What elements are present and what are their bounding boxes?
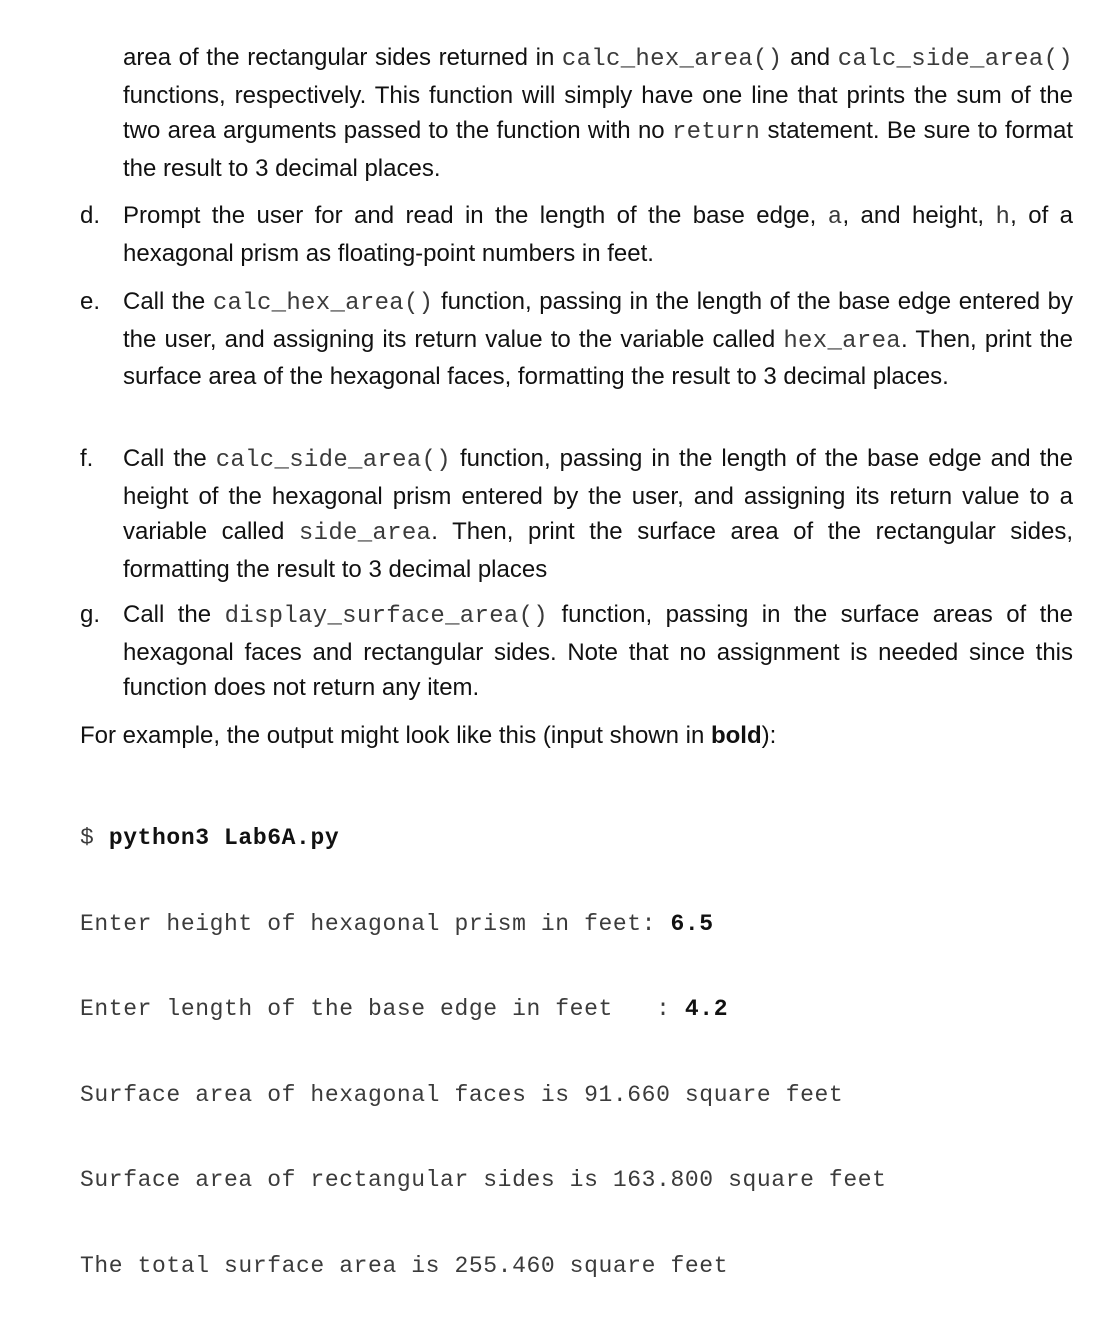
code-calc-side-area: calc_side_area() [837,46,1073,73]
paragraph-c-continuation: area of the rectangular sides returned in calc_hex_area() and calc_side_area() functions, respectively. This function will simply have one line that prints the sum of the two area arguments passed to the function with no return statement. Be sure to format the result to 3 decimal places. [123,44,1073,182]
console-command: python3 Lab6A.py [108,825,340,851]
code-side-area: side_area [298,520,432,547]
code-display-surface-area: display_surface_area() [224,603,549,630]
item-d-marker: d. [80,202,101,229]
code-a: a [827,204,843,231]
console-input-edge: 4.2 [684,996,729,1022]
console-line-edge: Enter length of the base edge in feet : 4.2 [80,996,729,1022]
code-hex-area: hex_area [783,327,901,355]
code-calc-hex-area-call: calc_hex_area() [212,290,434,317]
code-calc-side-area-call: calc_side_area() [215,447,451,474]
example-intro: For example, the output might look like this (input shown in bold): [80,722,777,749]
console-line-hex-area: Surface area of hexagonal faces is 91.660 square feet [80,1081,844,1108]
item-g-text: Call the display_surface_area() function, passing in the surface areas of the hexagonal faces and rectangular sides. Note that no assignment is needed since this function does not return any item. [123,601,1074,701]
console-line-side-area: Surface area of rectangular sides is 163.800 square feet [80,1167,887,1193]
item-f-text: Call the calc_side_area() function, passing in the length of the base edge and the height of the hexagonal prism entered by the user, and assigning its return value to a variable called side_area. Then, print the surface area of the rectangular sides, formatting the result to 3 decimal places [123,445,1073,583]
console-command-line: $ python3 Lab6A.py [80,825,340,851]
code-h: h [995,204,1011,231]
code-return: return [671,119,761,146]
item-g-marker: g. [80,601,101,628]
console-line-total-area: The total surface area is 255.460 square feet [80,1252,729,1279]
item-d-text: Prompt the user for and read in the length of the base edge, a, and height, h, of a hexagonal prism as floating-point numbers in feet. [123,202,1073,267]
code-calc-hex-area: calc_hex_area() [561,46,783,73]
item-e-marker: e. [80,288,101,315]
console-output [80,767,887,1337]
item-f-marker: f. [80,445,94,472]
bold-word: bold [710,722,762,749]
item-e-text: Call the calc_hex_area() function, passing in the length of the base edge entered by the user, and assigning its return value to the variable called hex_area. Then, print the surface area of the hexagonal faces, formatting the result to 3 decimal places. [123,288,1074,390]
console-input-height: 6.5 [670,910,714,937]
console-line-height: Enter height of hexagonal prism in feet: 6.5 [80,910,714,937]
